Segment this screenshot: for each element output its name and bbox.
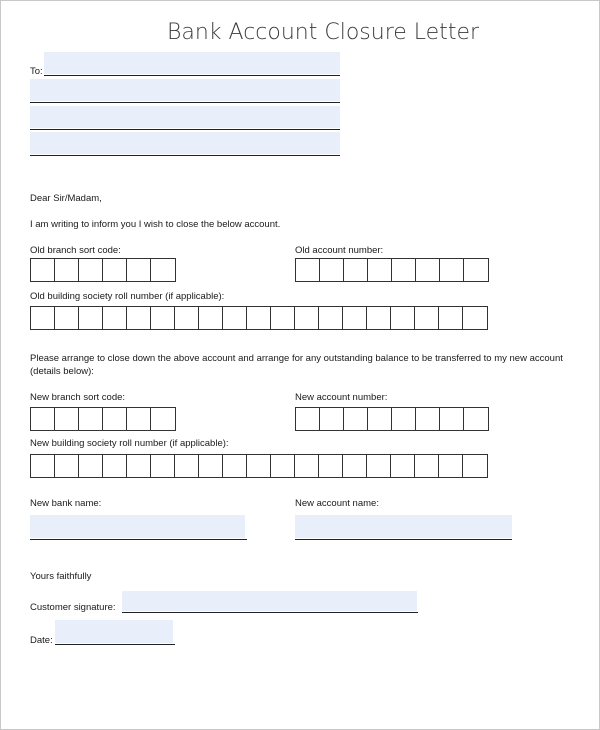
to-line-2-underline [30,102,340,103]
digit-box[interactable] [343,307,367,329]
digit-box[interactable] [103,307,127,329]
old-sort-code-boxes[interactable] [30,258,176,282]
digit-box[interactable] [296,259,320,281]
new-roll-number-boxes[interactable] [30,454,488,478]
digit-box[interactable] [440,259,464,281]
digit-box[interactable] [199,455,223,477]
digit-box[interactable] [199,307,223,329]
digit-box[interactable] [31,408,55,430]
signature-field[interactable] [122,591,417,611]
digit-box[interactable] [175,307,199,329]
digit-box[interactable] [391,307,415,329]
digit-box[interactable] [463,307,487,329]
digit-box[interactable] [55,408,79,430]
digit-box[interactable] [415,455,439,477]
digit-box[interactable] [439,307,463,329]
digit-box[interactable] [79,455,103,477]
digit-box[interactable] [416,408,440,430]
new-account-name-label: New account name: [295,498,379,509]
to-line-2-field[interactable] [30,79,340,101]
new-roll-number-label: New building society roll number (if applicable): [30,438,229,449]
digit-box[interactable] [392,408,416,430]
digit-box[interactable] [368,408,392,430]
digit-box[interactable] [343,455,367,477]
digit-box[interactable] [79,307,103,329]
page-title: Bank Account Closure Letter [166,20,480,45]
digit-box[interactable] [247,455,271,477]
old-sort-code-label: Old branch sort code: [30,245,121,256]
digit-box[interactable] [55,259,79,281]
digit-box[interactable] [367,307,391,329]
digit-box[interactable] [344,259,368,281]
digit-box[interactable] [415,307,439,329]
digit-box[interactable] [175,455,199,477]
digit-box[interactable] [127,408,151,430]
digit-box[interactable] [368,259,392,281]
digit-box[interactable] [127,307,151,329]
old-account-number-label: Old account number: [295,245,384,256]
digit-box[interactable] [392,259,416,281]
new-account-name-underline [295,539,512,540]
new-sort-code-label: New branch sort code: [30,392,126,403]
signature-underline [122,612,418,613]
digit-box[interactable] [247,307,271,329]
digit-box[interactable] [344,408,368,430]
date-field[interactable] [55,620,173,643]
to-line-4-underline [30,155,340,156]
date-underline [55,644,175,645]
digit-box[interactable] [31,259,55,281]
new-bank-name-underline [30,539,247,540]
digit-box[interactable] [271,307,295,329]
digit-box[interactable] [320,259,344,281]
digit-box[interactable] [464,259,488,281]
transfer-paragraph: Please arrange to close down the above account and arrange for any outstanding balance to be transferred to my new account (details below): [30,353,563,377]
digit-box[interactable] [31,307,55,329]
digit-box[interactable] [127,259,151,281]
digit-box[interactable] [271,455,295,477]
digit-box[interactable] [295,455,319,477]
intro-text: I am writing to inform you I wish to close the below account. [30,219,281,230]
digit-box[interactable] [151,455,175,477]
new-bank-name-label: New bank name: [30,498,102,509]
digit-box[interactable] [79,408,103,430]
to-line-1-field[interactable] [44,52,340,74]
digit-box[interactable] [319,455,343,477]
old-account-number-boxes[interactable] [295,258,489,282]
digit-box[interactable] [151,259,175,281]
digit-box[interactable] [151,408,175,430]
digit-box[interactable] [319,307,343,329]
digit-box[interactable] [55,307,79,329]
digit-box[interactable] [295,307,319,329]
digit-box[interactable] [103,259,127,281]
digit-box[interactable] [296,408,320,430]
old-roll-number-label: Old building society roll number (if applicable): [30,291,225,302]
digit-box[interactable] [31,455,55,477]
to-line-4-field[interactable] [30,132,340,154]
digit-box[interactable] [55,455,79,477]
digit-box[interactable] [79,259,103,281]
digit-box[interactable] [320,408,344,430]
digit-box[interactable] [464,408,488,430]
digit-box[interactable] [440,408,464,430]
to-line-3-field[interactable] [30,106,340,128]
new-sort-code-boxes[interactable] [30,407,176,431]
greeting-text: Dear Sir/Madam, [30,193,102,204]
to-line-1-underline [44,75,340,76]
digit-box[interactable] [103,455,127,477]
closing-text: Yours faithfully [30,571,92,582]
digit-box[interactable] [127,455,151,477]
digit-box[interactable] [463,455,487,477]
digit-box[interactable] [103,408,127,430]
digit-box[interactable] [223,307,247,329]
digit-box[interactable] [367,455,391,477]
new-bank-name-field[interactable] [30,515,245,538]
digit-box[interactable] [439,455,463,477]
digit-box[interactable] [416,259,440,281]
new-account-number-boxes[interactable] [295,407,489,431]
digit-box[interactable] [223,455,247,477]
to-line-3-underline [30,129,340,130]
signature-label: Customer signature: [30,602,116,613]
new-account-number-label: New account number: [295,392,388,403]
date-label: Date: [30,635,53,646]
digit-box[interactable] [391,455,415,477]
new-account-name-field[interactable] [295,515,512,538]
to-label: To: [30,66,43,77]
old-roll-number-boxes[interactable] [30,306,488,330]
digit-box[interactable] [151,307,175,329]
